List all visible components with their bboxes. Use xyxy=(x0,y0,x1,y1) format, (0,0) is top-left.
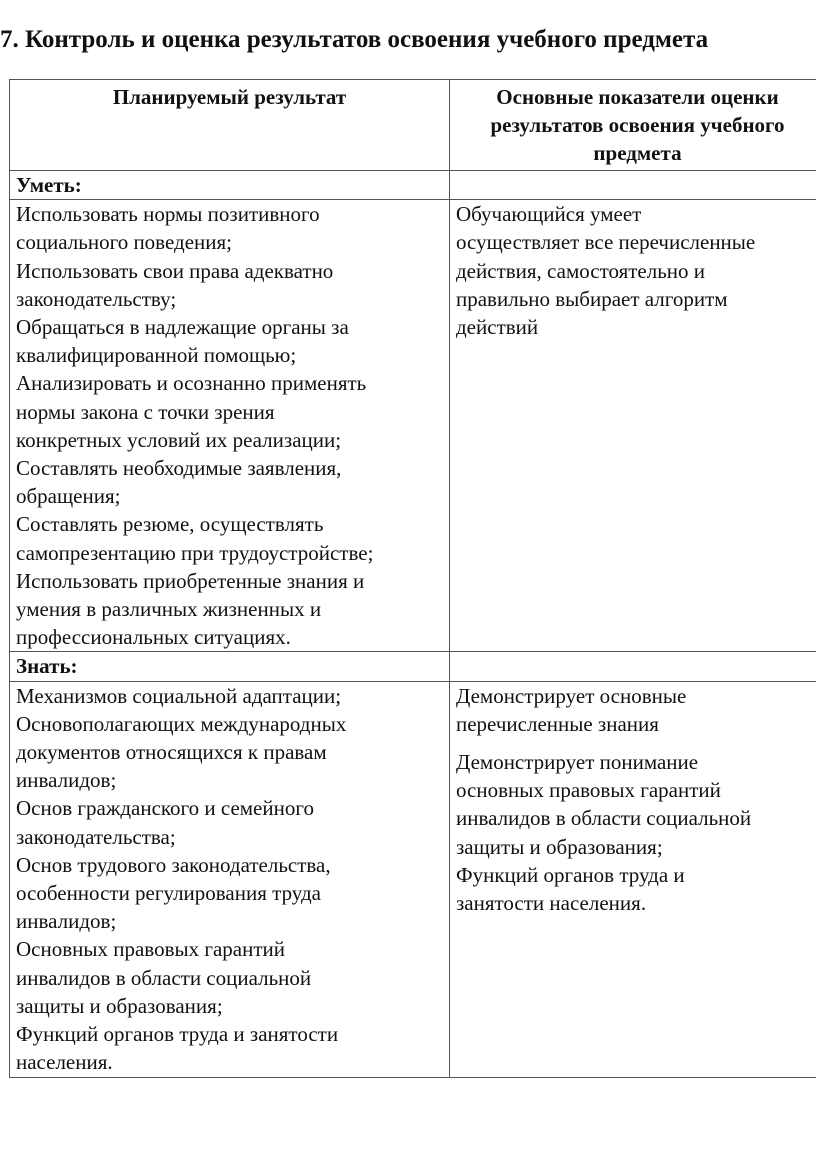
skills-line: самопрезентацию при трудоустройстве; xyxy=(16,540,374,565)
section-label-skills: Уметь: xyxy=(10,171,450,200)
skills-line: умения в различных жизненных и xyxy=(16,597,322,622)
page-title: 7. Контроль и оценка результатов освоения учебного предмета xyxy=(0,26,709,53)
skills-line: нормы закона с точки зрения xyxy=(16,399,275,424)
header-col2-line: Основные показатели оценки xyxy=(496,85,779,109)
knowledge-line: инвалидов в области социальной xyxy=(16,965,312,990)
knowledge-line: инвалидов; xyxy=(16,909,117,934)
knowledge-list-cell xyxy=(10,681,450,1077)
knowledge-indicator-line: Демонстрирует понимание xyxy=(456,750,699,775)
skills-indicator-line: действия, самостоятельно и xyxy=(456,258,706,283)
knowledge-indicator-cell xyxy=(450,681,816,1077)
section-row-skills xyxy=(10,171,816,200)
skills-list-cell xyxy=(10,200,450,652)
section-empty-cell xyxy=(450,652,816,681)
skills-indicator-line: Обучающийся умеет xyxy=(456,202,642,227)
section-empty-cell xyxy=(450,171,816,200)
skills-line: квалифицированной помощью; xyxy=(16,343,297,368)
skills-indicator-line: действий xyxy=(456,315,539,340)
skills-indicator-line: осуществляет все перечисленные xyxy=(456,230,756,255)
skills-indicator-cell xyxy=(450,200,816,652)
header-col2-line: предмета xyxy=(593,141,682,166)
skills-line: социального поведения; xyxy=(16,230,232,255)
knowledge-line: Основных правовых гарантий xyxy=(16,937,285,962)
knowledge-line: Основ трудового законодательства, xyxy=(16,852,331,877)
table-header-row xyxy=(10,80,816,171)
skills-line: законодательству; xyxy=(16,286,177,311)
skills-line: Обращаться в надлежащие органы за xyxy=(16,315,349,340)
knowledge-line: защиты и образования; xyxy=(16,993,223,1018)
knowledge-line: особенности регулирования труда xyxy=(16,881,321,906)
skills-line: Использовать нормы позитивного xyxy=(16,202,320,227)
knowledge-line: законодательства; xyxy=(16,824,176,849)
knowledge-line: населения. xyxy=(16,1050,113,1075)
results-table xyxy=(9,79,816,1078)
skills-line: обращения; xyxy=(16,484,121,509)
knowledge-line: Механизмов социальной адаптации; xyxy=(16,683,342,708)
knowledge-indicator-line: основных правовых гарантий xyxy=(456,778,721,803)
header-col1-text: Планируемый результат xyxy=(112,85,347,109)
skills-line: конкретных условий их реализации; xyxy=(16,427,342,452)
knowledge-line: Основ гражданского и семейного xyxy=(16,796,314,821)
knowledge-indicator-line: перечисленные знания xyxy=(456,711,659,736)
skills-line: профессиональных ситуациях. xyxy=(16,625,291,650)
knowledge-indicator-line: Демонстрирует основные xyxy=(456,683,687,708)
section-label-knowledge: Знать: xyxy=(10,652,450,681)
paragraph-gap xyxy=(456,738,816,748)
skills-line: Анализировать и осознанно применять xyxy=(16,371,367,396)
table-row-knowledge xyxy=(10,681,816,1077)
header-planned-result xyxy=(10,80,450,171)
knowledge-indicator-line: инвалидов в области социальной xyxy=(456,806,752,831)
knowledge-line: Основополагающих международных xyxy=(16,711,347,736)
skills-line: Составлять резюме, осуществлять xyxy=(16,512,324,537)
knowledge-indicator-line: занятости населения. xyxy=(456,891,647,916)
knowledge-indicator-line: защиты и образования; xyxy=(456,834,663,859)
skills-line: Составлять необходимые заявления, xyxy=(16,456,342,481)
skills-line: Использовать приобретенные знания и xyxy=(16,568,365,593)
skills-indicator-line: правильно выбирает алгоритм xyxy=(456,286,728,311)
knowledge-line: Функций органов труда и занятости xyxy=(16,1022,339,1047)
knowledge-line: инвалидов; xyxy=(16,768,117,793)
header-col2-line: результатов освоения учебного xyxy=(490,113,785,138)
header-indicators xyxy=(450,80,816,171)
skills-line: Использовать свои права адекватно xyxy=(16,258,334,283)
knowledge-line: документов относящихся к правам xyxy=(16,740,327,765)
section-row-knowledge xyxy=(10,652,816,681)
knowledge-indicator-line: Функций органов труда и xyxy=(456,862,685,887)
table-row-skills xyxy=(10,200,816,652)
